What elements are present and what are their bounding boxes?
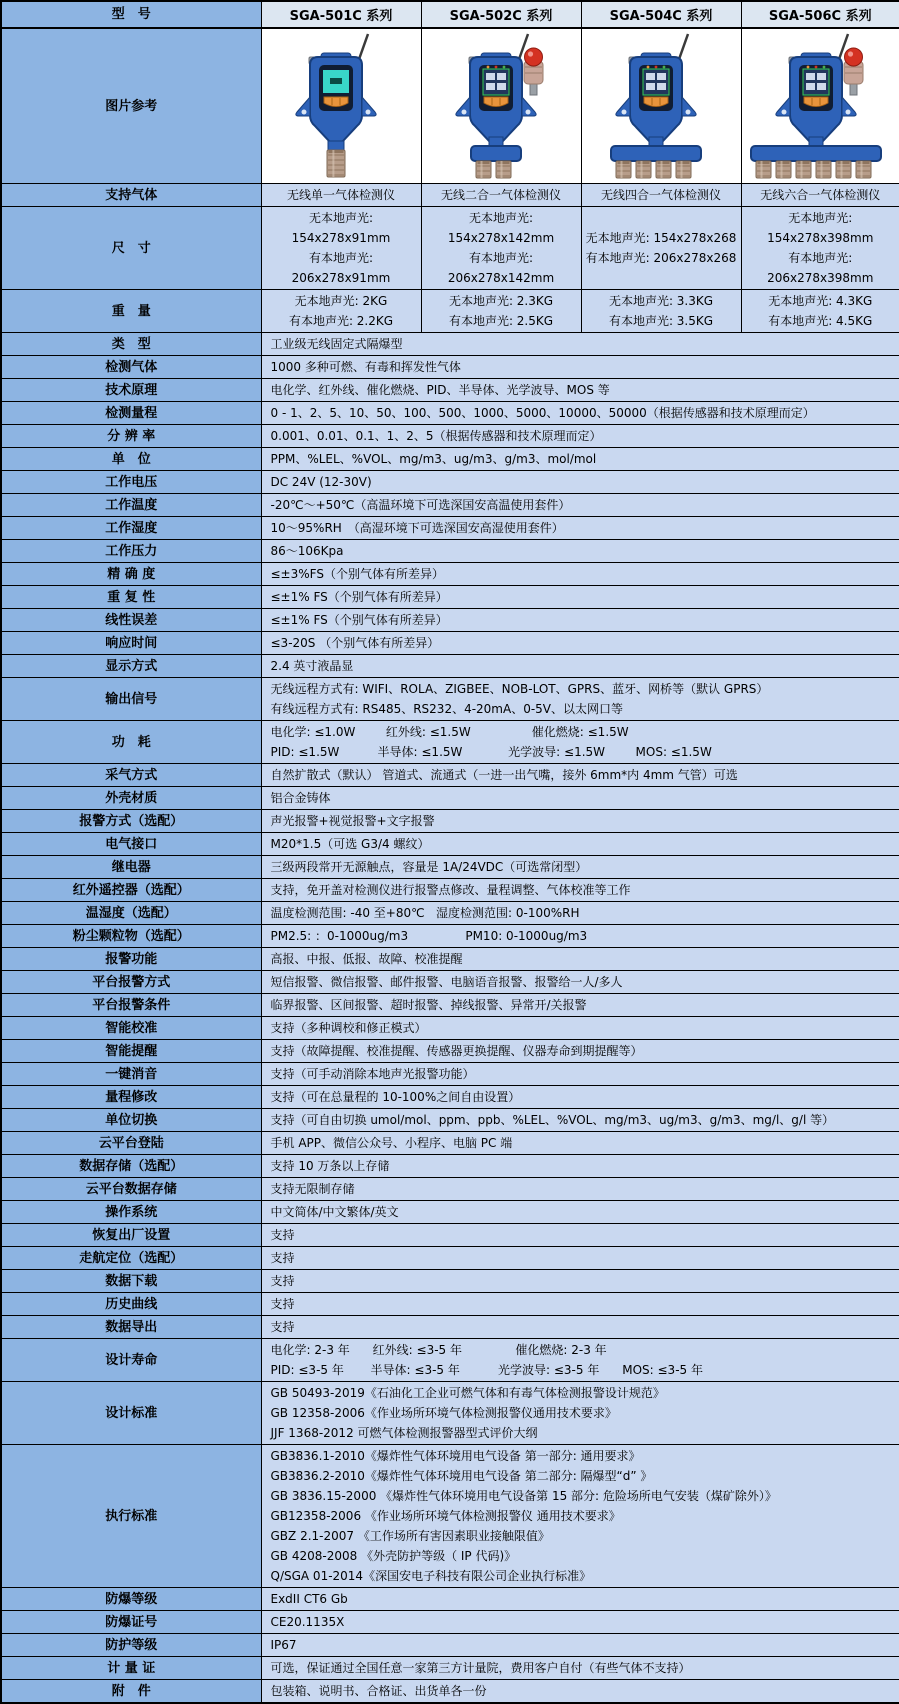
header-model-sga502c: SGA-502C 系列 [421, 1, 581, 28]
row-value-line: 中文简体/中文繁体/英文 [271, 1202, 891, 1222]
row-value-cell: 无线六合一气体检测仪 [741, 184, 899, 207]
row-label: 技术原理 [1, 379, 261, 402]
row-value-cell [261, 1247, 899, 1270]
spec-row [1, 833, 899, 856]
spec-row [1, 994, 899, 1017]
spec-row [1, 609, 899, 632]
image-row [1, 28, 899, 184]
spec-row [1, 1588, 899, 1611]
row-value-line: 1000 多种可燃、有毒和挥发性气体 [271, 357, 891, 377]
spec-row [1, 764, 899, 787]
row-value-line: 自然扩散式（默认） 管道式、流通式（一进一出气嘴，接外 6mm*内 4mm 气管）可选 [271, 765, 891, 785]
row-label: 防爆等级 [1, 1588, 261, 1611]
row-label: 温湿度（选配） [1, 902, 261, 925]
row-value-line: 支持 [271, 1317, 891, 1337]
row-value-line: 有本地声光: 2.2KG [264, 311, 419, 331]
row-value-cell [261, 1132, 899, 1155]
row-label: 外壳材质 [1, 787, 261, 810]
row-value-line: ≤±1% FS（个别气体有所差异） [271, 587, 891, 607]
row-label: 检测气体 [1, 356, 261, 379]
spec-row [1, 1316, 899, 1339]
row-value-line: 手机 APP、微信公众号、小程序、电脑 PC 端 [271, 1133, 891, 1153]
row-value-cell [261, 356, 899, 379]
row-value-line: -20℃～+50℃（高温环境下可选深国安高温使用套件） [271, 495, 891, 515]
row-value-line: 无本地声光: 2.3KG [424, 291, 579, 311]
row-value-line: 无本地声光: 154x278x398mm [744, 208, 898, 248]
spec-row [1, 333, 899, 356]
row-label: 智能提醒 [1, 1040, 261, 1063]
row-value-cell [581, 290, 741, 333]
row-value-cell [261, 1382, 899, 1445]
row-value-line: 短信报警、微信报警、邮件报警、电脑语音报警、报警给一人/多人 [271, 972, 891, 992]
spec-row [1, 1155, 899, 1178]
row-label: 输出信号 [1, 678, 261, 721]
row-label: 检测量程 [1, 402, 261, 425]
row-value-line: 无本地声光: 154x278x142mm [424, 208, 579, 248]
row-value-cell [261, 1657, 899, 1680]
row-label: 防爆证号 [1, 1611, 261, 1634]
row-value-line: 有本地声光: 3.5KG [584, 311, 739, 331]
row-value-cell [261, 609, 899, 632]
row-value-line: ExdII CT6 Gb [271, 1589, 891, 1609]
header-model-sga504c: SGA-504C 系列 [581, 1, 741, 28]
image-cell-504c [581, 28, 741, 184]
row-value-line: 高报、中报、低报、故障、校准提醒 [271, 949, 891, 969]
row-value-line: ≤±3%FS（个别气体有所差异） [271, 564, 891, 584]
row-value-line: IP67 [271, 1635, 891, 1655]
row-value-line: 无本地声光: 154x278x268 [584, 228, 739, 248]
row-value-line: GBZ 2.1-2007 《工作场所有害因素职业接触限值》 [271, 1526, 891, 1546]
row-value-line: 工业级无线固定式隔爆型 [271, 334, 891, 354]
row-value-cell [261, 540, 899, 563]
row-value-cell [261, 379, 899, 402]
row-value-line: 可选，保证通过全国任意一家第三方计量院，费用客户自付（有些气体不支持） [271, 1658, 891, 1678]
spec-row [1, 1339, 899, 1382]
row-value-line: GB 3836.15-2000 《爆炸性气体环境用电气设备第 15 部分: 危险场所电气安装（煤矿除外）》 [271, 1486, 891, 1506]
row-label: 功 耗 [1, 721, 261, 764]
spec-row [1, 290, 899, 333]
row-value-cell [421, 207, 581, 290]
row-value-cell [261, 333, 899, 356]
row-label: 附 件 [1, 1680, 261, 1704]
row-value-line: 声光报警+视觉报警+文字报警 [271, 811, 891, 831]
row-label: 云平台数据存储 [1, 1178, 261, 1201]
row-value-line: 有本地声光: 4.5KG [744, 311, 898, 331]
row-value-cell [261, 494, 899, 517]
spec-row [1, 1086, 899, 1109]
gas-detector-image-502c [422, 29, 582, 179]
row-value-cell [261, 207, 421, 290]
spec-row [1, 879, 899, 902]
row-value-cell [741, 207, 899, 290]
spec-row [1, 655, 899, 678]
row-value-line: 支持，免开盖对检测仪进行报警点修改、量程调整、气体校准等工作 [271, 880, 891, 900]
row-label: 线性误差 [1, 609, 261, 632]
row-value-cell [261, 402, 899, 425]
row-value-cell [261, 787, 899, 810]
row-label: 设计标准 [1, 1382, 261, 1445]
row-value-line: 有本地声光: 206x278x142mm [424, 248, 579, 288]
row-value-cell [261, 655, 899, 678]
row-value-cell [261, 586, 899, 609]
row-value-cell [261, 971, 899, 994]
row-value-cell [261, 902, 899, 925]
row-value-line: 三级两段常开无源触点，容量是 1A/24VDC（可选常闭型） [271, 857, 891, 877]
row-value-cell: 无线二合一气体检测仪 [421, 184, 581, 207]
image-cell-502c [421, 28, 581, 184]
row-value-cell [261, 1339, 899, 1382]
spec-row [1, 402, 899, 425]
row-value-line: 包装箱、说明书、合格证、出货单各一份 [271, 1681, 891, 1701]
row-value-cell [261, 879, 899, 902]
row-value-line: 有线远程方式有: RS485、RS232、4-20mA、0-5V、以太网口等 [271, 699, 891, 719]
spec-row [1, 1063, 899, 1086]
row-value-line: PID: ≤1.5W 半导体: ≤1.5W 光学波导: ≤1.5W MOS: ≤1.5W [271, 742, 891, 762]
header-model-sga506c: SGA-506C 系列 [741, 1, 899, 28]
spec-row [1, 1270, 899, 1293]
spec-row [1, 379, 899, 402]
row-label: 工作湿度 [1, 517, 261, 540]
row-value-cell [421, 290, 581, 333]
row-label: 尺 寸 [1, 207, 261, 290]
row-value-cell [261, 471, 899, 494]
row-value-line: JJF 1368-2012 可燃气体检测报警器型式评价大纲 [271, 1423, 891, 1443]
row-value-cell [261, 1063, 899, 1086]
row-value-cell [261, 678, 899, 721]
row-value-line: 10～95%RH （高湿环境下可选深国安高湿使用套件） [271, 518, 891, 538]
row-value-line: 无本地声光: 4.3KG [744, 291, 898, 311]
row-value-cell [261, 1109, 899, 1132]
row-value-cell [261, 1086, 899, 1109]
row-value-line: M20*1.5（可选 G3/4 螺纹） [271, 834, 891, 854]
row-value-line: 无本地声光: 2KG [264, 291, 419, 311]
row-label: 红外遥控器（选配） [1, 879, 261, 902]
row-value-line: 0 - 1、2、5、10、50、100、500、1000、5000、10000、50000（根据传感器和技术原理而定） [271, 403, 891, 423]
image-row-label: 图片参考 [1, 28, 261, 184]
row-label: 平台报警条件 [1, 994, 261, 1017]
spec-row [1, 207, 899, 290]
row-label: 执行标准 [1, 1445, 261, 1588]
row-label: 类 型 [1, 333, 261, 356]
spec-row [1, 1680, 899, 1704]
gas-detector-image-506c [742, 29, 899, 179]
row-value-cell [261, 948, 899, 971]
row-label: 数据存储（选配） [1, 1155, 261, 1178]
row-value-cell [261, 721, 899, 764]
row-label: 重 量 [1, 290, 261, 333]
row-value-cell [261, 1155, 899, 1178]
row-value-line: 支持 [271, 1271, 891, 1291]
row-value-line: 支持无限制存储 [271, 1179, 891, 1199]
row-value-line: 铝合金铸体 [271, 788, 891, 808]
row-value-cell [261, 833, 899, 856]
row-label: 数据导出 [1, 1316, 261, 1339]
row-label: 响应时间 [1, 632, 261, 655]
row-label: 计 量 证 [1, 1657, 261, 1680]
row-label: 平台报警方式 [1, 971, 261, 994]
spec-row [1, 184, 899, 207]
row-value-line: DC 24V (12-30V) [271, 472, 891, 492]
row-value-cell [261, 1634, 899, 1657]
row-label: 单位切换 [1, 1109, 261, 1132]
spec-row [1, 1293, 899, 1316]
gas-detector-image-504c [582, 29, 742, 179]
row-label: 数据下载 [1, 1270, 261, 1293]
header-model-sga501c: SGA-501C 系列 [261, 1, 421, 28]
row-value-cell [261, 994, 899, 1017]
spec-row [1, 678, 899, 721]
row-value-line: 有本地声光: 206x278x268 [584, 248, 739, 268]
gas-detector-image-501c [262, 29, 422, 179]
row-label: 一键消音 [1, 1063, 261, 1086]
row-value-cell [261, 1178, 899, 1201]
row-label: 支持气体 [1, 184, 261, 207]
row-value-cell [261, 856, 899, 879]
row-value-line: 无本地声光: 3.3KG [584, 291, 739, 311]
row-value-cell [261, 810, 899, 833]
row-label: 粉尘颗粒物（选配） [1, 925, 261, 948]
row-label: 云平台登陆 [1, 1132, 261, 1155]
row-value-line: 86～106Kpa [271, 541, 891, 561]
row-label: 设计寿命 [1, 1339, 261, 1382]
spec-row [1, 586, 899, 609]
row-value-line: GB 4208-2008 《外壳防护等级（ IP 代码)》 [271, 1546, 891, 1566]
row-value-line: 有本地声光: 2.5KG [424, 311, 579, 331]
spec-row [1, 632, 899, 655]
row-value-cell [261, 290, 421, 333]
row-label: 重 复 性 [1, 586, 261, 609]
row-label: 报警功能 [1, 948, 261, 971]
row-value-cell [261, 1270, 899, 1293]
image-cell-501c [261, 28, 421, 184]
row-value-line: 有本地声光: 206x278x91mm [264, 248, 419, 288]
row-value-line: 支持（可自由切换 umol/mol、ppm、ppb、%LEL、%VOL、mg/m3、ug/m3、g/m3、mg/l、g/l 等） [271, 1110, 891, 1130]
row-value-line: 0.001、0.01、0.1、1、2、5（根据传感器和技术原理而定） [271, 426, 891, 446]
spec-row [1, 1109, 899, 1132]
row-value-line: 支持 [271, 1225, 891, 1245]
row-value-line: 支持（可手动消除本地声光报警功能） [271, 1064, 891, 1084]
row-value-line: 有本地声光: 206x278x398mm [744, 248, 898, 288]
spec-row [1, 1247, 899, 1270]
spec-row [1, 1445, 899, 1588]
row-label: 分 辨 率 [1, 425, 261, 448]
row-value-line: GB 12358-2006《作业场所环境气体检测报警仪通用技术要求》 [271, 1403, 891, 1423]
row-value-line: 2.4 英寸液晶显 [271, 656, 891, 676]
row-label: 操作系统 [1, 1201, 261, 1224]
row-label: 工作压力 [1, 540, 261, 563]
spec-row [1, 810, 899, 833]
row-value-cell [261, 563, 899, 586]
row-value-cell: 无线四合一气体检测仪 [581, 184, 741, 207]
row-value-cell [261, 1040, 899, 1063]
spec-row [1, 1657, 899, 1680]
spec-row [1, 356, 899, 379]
row-label: 工作温度 [1, 494, 261, 517]
row-value-line: PPM、%LEL、%VOL、mg/m3、ug/m3、g/m3、mol/mol [271, 449, 891, 469]
row-value-line: 电化学: 2-3 年 红外线: ≤3-5 年 催化燃烧: 2-3 年 [271, 1340, 891, 1360]
row-label: 走航定位（选配） [1, 1247, 261, 1270]
row-value-line: PM2.5: ：0-1000ug/m3 PM10: 0-1000ug/m3 [271, 926, 891, 946]
row-label: 智能校准 [1, 1017, 261, 1040]
spec-row [1, 787, 899, 810]
row-value-line: GB3836.2-2010《爆炸性气体环境用电气设备 第二部分: 隔爆型“d” 》 [271, 1466, 891, 1486]
row-value-line: ≤3-20S （个别气体有所差异） [271, 633, 891, 653]
row-value-cell [261, 925, 899, 948]
row-value-line: 支持（可在总量程的 10-100%之间自由设置） [271, 1087, 891, 1107]
row-label: 恢复出厂设置 [1, 1224, 261, 1247]
spec-row [1, 563, 899, 586]
spec-row [1, 1132, 899, 1155]
row-value-cell [261, 1017, 899, 1040]
row-value-cell [741, 290, 899, 333]
row-value-line: 无本地声光: 154x278x91mm [264, 208, 419, 248]
row-value-cell [261, 425, 899, 448]
row-value-cell [261, 1588, 899, 1611]
row-label: 单 位 [1, 448, 261, 471]
spec-row [1, 1611, 899, 1634]
spec-row [1, 1017, 899, 1040]
spec-row [1, 902, 899, 925]
row-label: 量程修改 [1, 1086, 261, 1109]
header-model-label: 型 号 [1, 1, 261, 28]
row-label: 继电器 [1, 856, 261, 879]
spec-row [1, 425, 899, 448]
spec-row [1, 494, 899, 517]
row-value-line: GB 50493-2019《石油化工企业可燃气体和有毒气体检测报警设计规范》 [271, 1383, 891, 1403]
spec-row [1, 1224, 899, 1247]
spec-row [1, 856, 899, 879]
row-value-cell [261, 1201, 899, 1224]
spec-row [1, 1201, 899, 1224]
row-value-cell [261, 517, 899, 540]
row-value-cell [261, 1611, 899, 1634]
row-value-line: CE20.1135X [271, 1612, 891, 1632]
spec-row [1, 1040, 899, 1063]
spec-row [1, 925, 899, 948]
spec-row [1, 540, 899, 563]
header-row [1, 1, 899, 28]
row-value-cell [261, 448, 899, 471]
row-value-line: 温度检测范围: -40 至+80℃ 湿度检测范围: 0-100%RH [271, 903, 891, 923]
row-value-cell [261, 1224, 899, 1247]
spec-row [1, 448, 899, 471]
spec-row [1, 1634, 899, 1657]
row-value-line: GB12358-2006 《作业场所环境气体检测报警仪 通用技术要求》 [271, 1506, 891, 1526]
spec-row [1, 948, 899, 971]
row-value-line: 支持 10 万条以上存储 [271, 1156, 891, 1176]
row-value-cell [261, 1293, 899, 1316]
row-value-line: Q/SGA 01-2014《深国安电子科技有限公司企业执行标准》 [271, 1566, 891, 1586]
row-value-cell [261, 1316, 899, 1339]
row-label: 显示方式 [1, 655, 261, 678]
row-value-line: 临界报警、区间报警、超时报警、掉线报警、异常开/关报警 [271, 995, 891, 1015]
row-value-line: 电化学: ≤1.0W 红外线: ≤1.5W 催化燃烧: ≤1.5W [271, 722, 891, 742]
row-value-line: ≤±1% FS（个别气体有所差异） [271, 610, 891, 630]
row-label: 报警方式（选配） [1, 810, 261, 833]
row-value-cell [261, 764, 899, 787]
row-value-line: 支持（故障提醒、校准提醒、传感器更换提醒、仪器寿命到期提醒等） [271, 1041, 891, 1061]
spec-row [1, 971, 899, 994]
row-value-cell [581, 207, 741, 290]
row-value-line: GB3836.1-2010《爆炸性气体环境用电气设备 第一部分: 通用要求》 [271, 1446, 891, 1466]
row-value-line: 支持 [271, 1248, 891, 1268]
row-value-cell [261, 1680, 899, 1704]
row-value-line: 无线远程方式有: WIFI、ROLA、ZIGBEE、NOB-LOT、GPRS、蓝牙、网桥等（默认 GPRS） [271, 679, 891, 699]
row-label: 采气方式 [1, 764, 261, 787]
spec-row [1, 517, 899, 540]
row-label: 防护等级 [1, 1634, 261, 1657]
row-label: 历史曲线 [1, 1293, 261, 1316]
row-value-cell [261, 632, 899, 655]
row-value-cell: 无线单一气体检测仪 [261, 184, 421, 207]
image-cell-506c [741, 28, 899, 184]
row-label: 电气接口 [1, 833, 261, 856]
spec-row [1, 721, 899, 764]
row-value-line: 电化学、红外线、催化燃烧、PID、半导体、光学波导、MOS 等 [271, 380, 891, 400]
row-value-line: 支持 [271, 1294, 891, 1314]
spec-row [1, 1178, 899, 1201]
row-label: 工作电压 [1, 471, 261, 494]
row-value-cell [261, 1445, 899, 1588]
spec-row [1, 1382, 899, 1445]
row-label: 精 确 度 [1, 563, 261, 586]
row-value-line: 支持（多种调校和修正模式） [271, 1018, 891, 1038]
row-value-line: PID: ≤3-5 年 半导体: ≤3-5 年 光学波导: ≤3-5 年 MOS: ≤3-5 年 [271, 1360, 891, 1380]
spec-row [1, 471, 899, 494]
